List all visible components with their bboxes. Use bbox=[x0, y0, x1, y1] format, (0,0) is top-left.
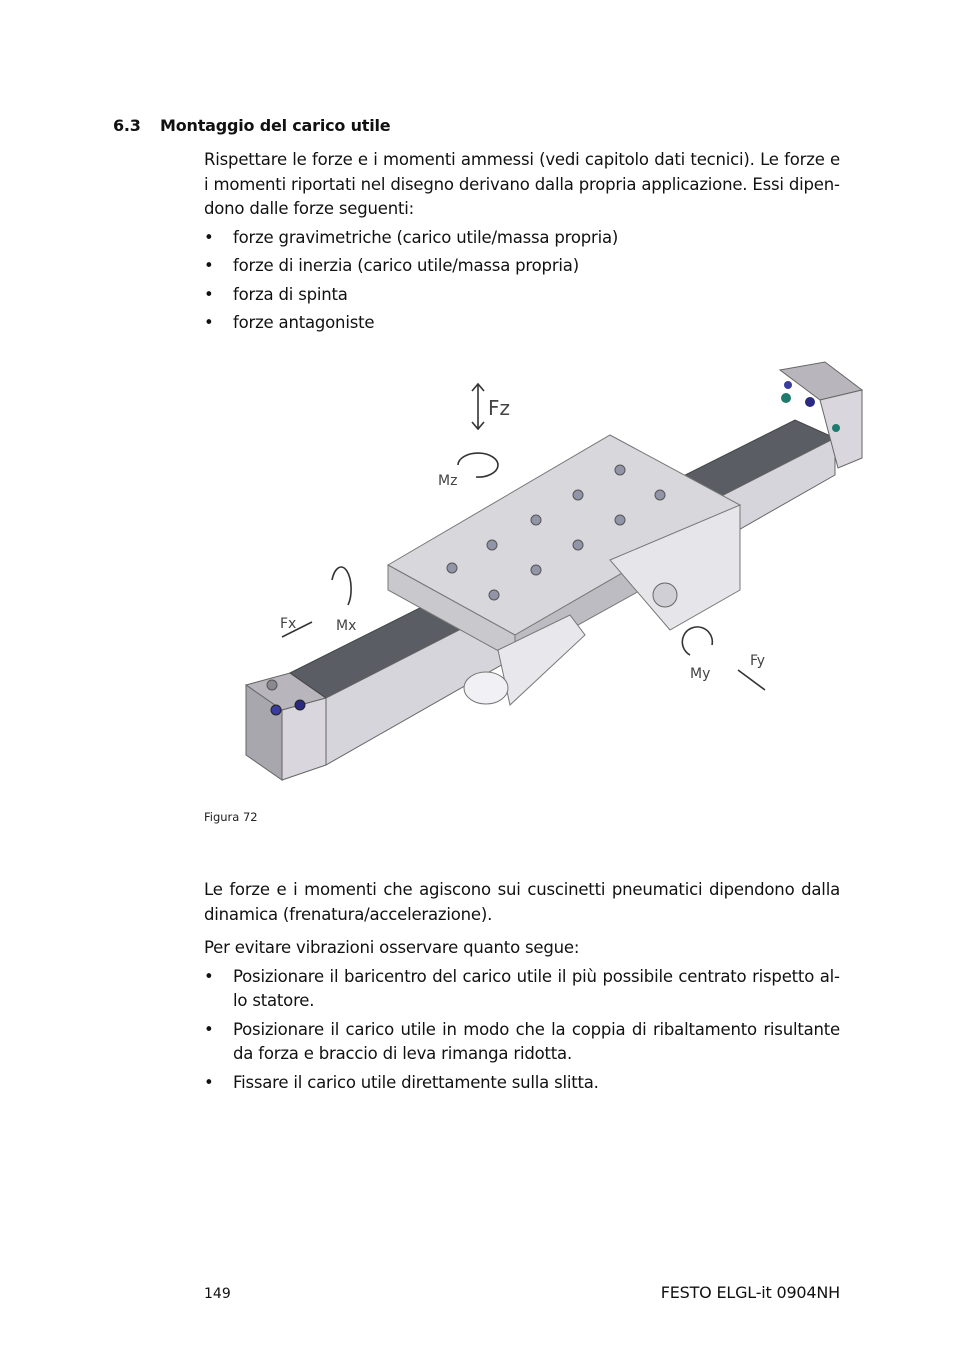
page-number: 149 bbox=[204, 1286, 231, 1302]
intro-paragraph: Rispettare le forze e i momenti ammessi (vedi capitolo dati tecnici). Le forze e i momenti riportati nel disegno derivano dalla propria applicazione. Essi dipendono dalle forze seguenti: bbox=[204, 150, 840, 218]
list-item: • forze di inerzia (carico utile/massa propria) bbox=[204, 254, 840, 279]
section-number: 6.3 bbox=[113, 116, 141, 135]
figure-caption: Figura 72 bbox=[204, 810, 258, 824]
lower-bullet-list bbox=[204, 965, 840, 1096]
list-item: • forze antagoniste bbox=[204, 311, 840, 336]
linear-drive-illustration bbox=[240, 360, 865, 785]
intro-bullet-list bbox=[204, 226, 840, 336]
lower-block bbox=[204, 878, 840, 1095]
intro-block bbox=[204, 148, 840, 336]
label-my: My bbox=[690, 666, 711, 682]
list-item: • forze gravimetriche (carico utile/massa propria) bbox=[204, 226, 840, 251]
document-id: FESTO ELGL-it 0904NH bbox=[660, 1283, 840, 1302]
label-fx: Fx bbox=[280, 616, 297, 632]
label-mz: Mz bbox=[438, 473, 458, 489]
section-title: Montaggio del carico utile bbox=[160, 116, 391, 135]
label-fz: Fz bbox=[488, 396, 511, 420]
list-item: • Posizionare il carico utile in modo che la coppia di ribaltamento risultante da forza e braccio di leva rimanga ridotta. bbox=[204, 1018, 840, 1067]
figure-72 bbox=[240, 360, 865, 785]
list-item: • Posizionare il baricentro del carico utile il più possibile centrato rispetto allo statore. bbox=[204, 965, 840, 1014]
lower-paragraph-1: Le forze e i momenti che agiscono sui cuscinetti pneumatici dipendono dalla dinamica (frenatura/accelerazione). bbox=[204, 880, 840, 924]
list-item: • Fissare il carico utile direttamente sulla slitta. bbox=[204, 1071, 840, 1096]
list-item: • forza di spinta bbox=[204, 283, 840, 308]
section-heading bbox=[113, 116, 390, 135]
label-fy: Fy bbox=[750, 653, 766, 669]
lower-paragraph-2: Per evitare vibrazioni osservare quanto segue: bbox=[204, 938, 580, 957]
label-mx: Mx bbox=[336, 618, 357, 634]
